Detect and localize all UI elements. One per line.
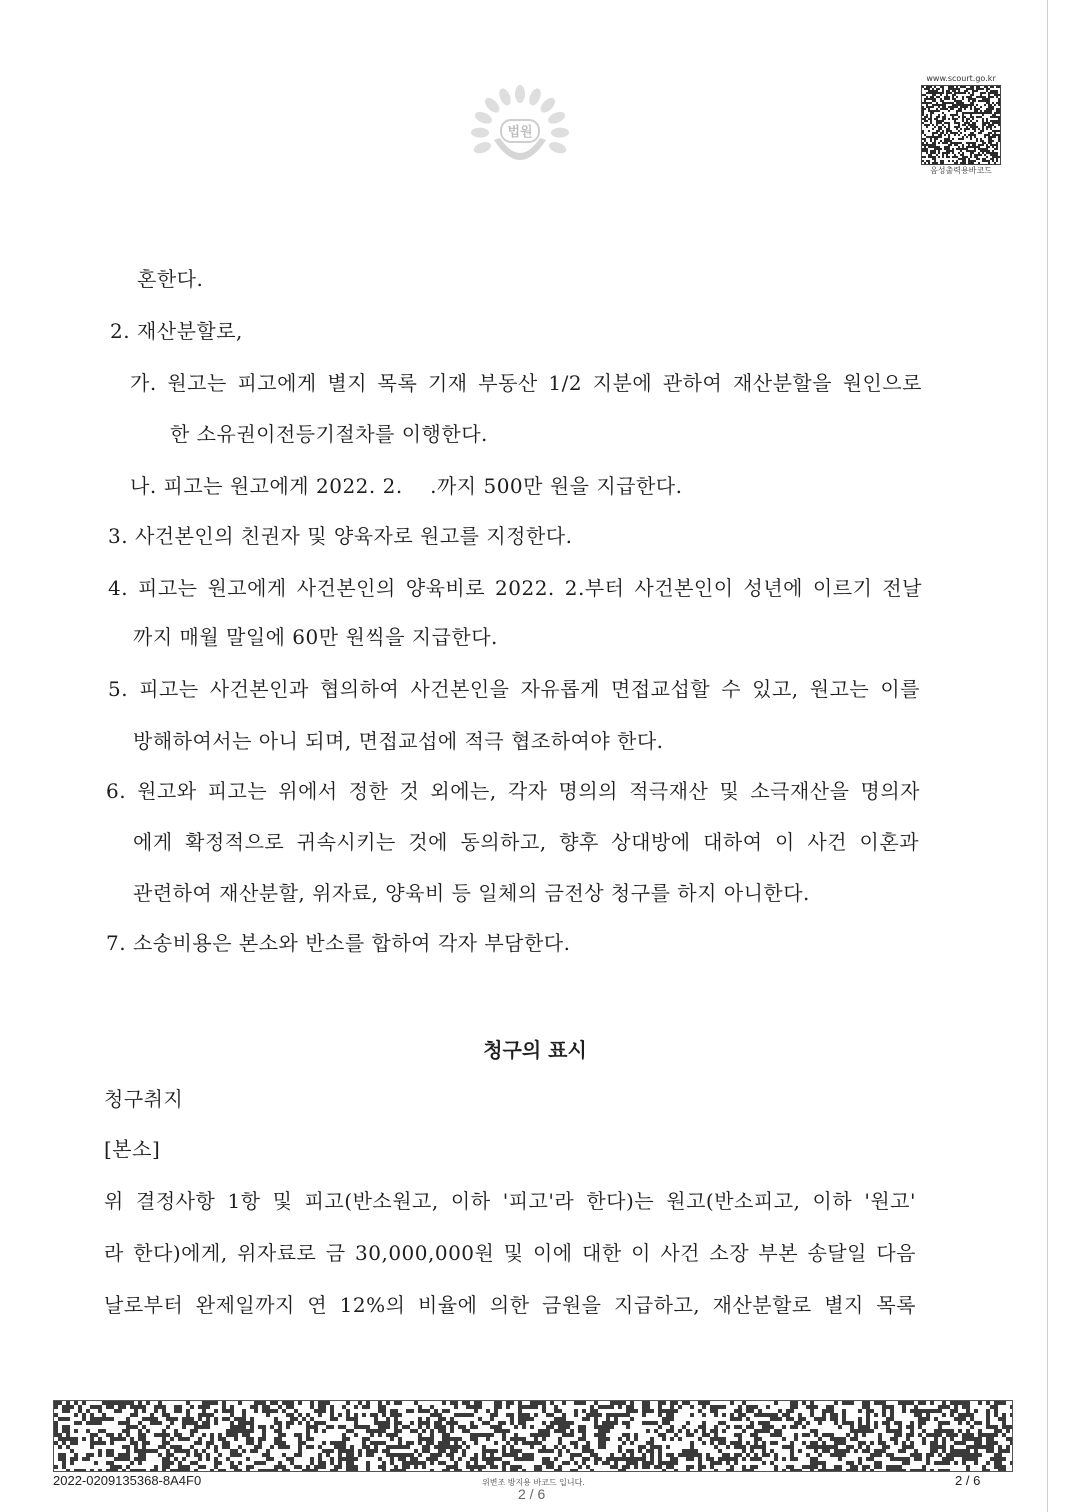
section-subheading: 청구취지	[104, 1087, 184, 1111]
document-id: 2022-0209135368-8A4F0	[53, 1473, 202, 1488]
body-line: 방해하여서는 아니 되며, 면접교섭에 적극 협조하여야 한다.	[133, 729, 664, 753]
page-number: 2 / 6	[955, 1473, 981, 1488]
body-line: 7. 소송비용은 본소와 반소를 합하여 각자 부담한다.	[106, 931, 571, 955]
body-line: 나. 피고는 원고에게 2022. 2. .까지 500만 원을 지급한다.	[130, 474, 683, 498]
body-line: 2. 재산분할로,	[110, 319, 243, 343]
qr-caption: 음성출력용바코드	[930, 166, 992, 175]
body-line: 에게 확정적으로 귀속시키는 것에 동의하고, 향후 상대방에 대하여 이 사건 이혼과	[133, 830, 919, 854]
body-line: 혼한다.	[137, 267, 204, 291]
body-line: 한 소유권이전등기절차를 이행한다.	[170, 422, 488, 446]
court-seal-icon	[470, 82, 570, 182]
section-heading: 청구의 표시	[483, 1038, 587, 1062]
anti-forgery-barcode-icon	[53, 1400, 1013, 1472]
qr-url: www.scourt.go.kr	[926, 74, 996, 83]
section-line: 위 결정사항 1항 및 피고(반소원고, 이하 '피고'라 한다)는 원고(반소피고, 이하 '원고'	[104, 1189, 916, 1213]
section-bracket-label: [본소]	[104, 1137, 161, 1161]
page-number-center: 2 / 6	[518, 1486, 546, 1502]
body-line: 까지 매월 말일에 60만 원씩을 지급한다.	[133, 625, 498, 649]
seal-text: 법원	[507, 125, 533, 140]
section-line: 날로부터 완제일까지 연 12%의 비율에 의한 금원을 지급하고, 재산분할로 별지 목록	[104, 1293, 916, 1317]
body-line: 6. 원고와 피고는 위에서 정한 것 외에는, 각자 명의의 적극재산 및 소극재산을 명의자	[106, 779, 920, 803]
qr-code-icon	[921, 85, 1001, 165]
body-line: 관련하여 재산분할, 위자료, 양육비 등 일체의 금전상 청구를 하지 아니한다.	[133, 881, 810, 905]
section-line: 라 한다)에게, 위자료로 금 30,000,000원 및 이에 대한 이 사건 소장 부본 송달일 다음	[104, 1241, 916, 1265]
body-line: 가. 원고는 피고에게 별지 목록 기재 부동산 1/2 지분에 관하여 재산분할을 원인으로	[130, 371, 922, 395]
page-edge-line	[1047, 0, 1048, 1512]
barcode-notice: 위변조 방지용 바코드 입니다.	[482, 1478, 585, 1487]
body-line: 4. 피고는 원고에게 사건본인의 양육비로 2022. 2.부터 사건본인이 성년에 이르기 전날	[108, 576, 922, 600]
body-line: 3. 사건본인의 친권자 및 양육자로 원고를 지정한다.	[108, 524, 573, 548]
body-line: 5. 피고는 사건본인과 협의하여 사건본인을 자유롭게 면접교섭할 수 있고, 원고는 이를	[108, 677, 920, 701]
